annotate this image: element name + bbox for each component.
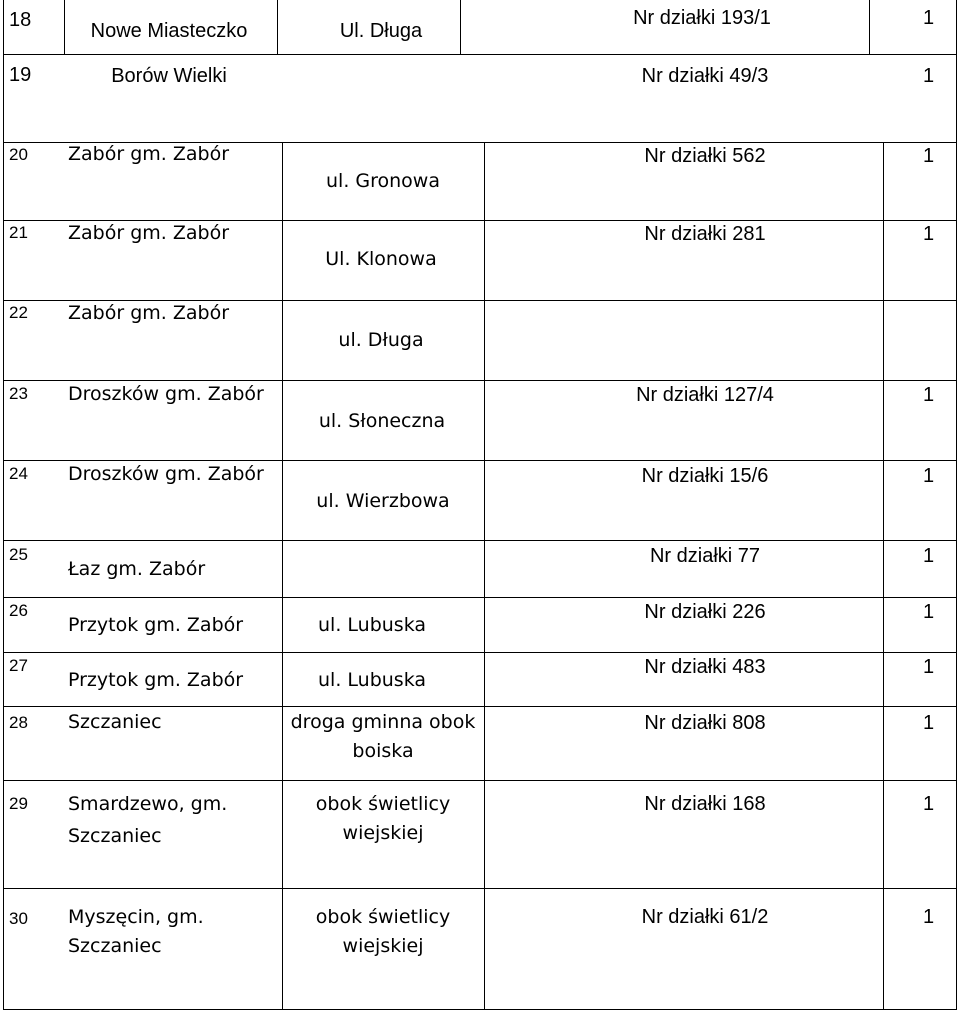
- row-divider: [3, 540, 957, 541]
- row-divider: [3, 380, 957, 381]
- row-number: 30: [9, 909, 28, 928]
- row-number: 25: [9, 545, 28, 564]
- row-divider: [3, 706, 957, 707]
- street-cell: ul. Słoneczna: [318, 410, 446, 432]
- plot-cell: Nr działki 77: [649, 545, 761, 567]
- street-cell: Ul. Klonowa: [325, 248, 437, 270]
- plot-cell: Nr działki 808: [644, 712, 766, 734]
- row-number: 19: [9, 64, 32, 86]
- quantity-cell: 1: [923, 656, 935, 678]
- place-cell: Droszków gm. Zabór: [68, 383, 264, 405]
- street-cell: droga gminna obok: [290, 711, 476, 733]
- plot-cell: Nr działki 15/6: [641, 465, 769, 487]
- street-cell: ul. Długa: [338, 329, 424, 351]
- row-number: 18: [9, 9, 32, 31]
- table-border-right: [956, 0, 957, 1010]
- place-cell: Przytok gm. Zabór: [68, 614, 244, 636]
- place-cell: Nowe Miasteczko: [90, 20, 248, 42]
- row-divider: [3, 597, 957, 598]
- column-divider: [883, 142, 884, 1010]
- row-number: 22: [9, 303, 28, 322]
- column-divider: [277, 0, 278, 54]
- plot-cell: Nr działki 226: [644, 601, 766, 623]
- row-number: 26: [9, 601, 28, 620]
- street-cell-line-2: wiejskiej: [342, 935, 424, 957]
- plot-cell: Nr działki 562: [644, 145, 766, 167]
- place-cell: Borów Wielki: [111, 65, 227, 87]
- place-cell: Droszków gm. Zabór: [68, 463, 264, 485]
- place-cell: Przytok gm. Zabór: [68, 669, 244, 691]
- row-divider: [3, 220, 957, 221]
- quantity-cell: 1: [923, 601, 935, 623]
- street-cell: ul. Wierzbowa: [316, 490, 450, 512]
- column-divider: [64, 0, 65, 54]
- plot-cell: Nr działki 61/2: [641, 906, 769, 928]
- plot-cell: Nr działki 49/3: [641, 65, 769, 87]
- street-cell: ul. Lubuska: [318, 614, 427, 636]
- quantity-cell: 1: [923, 712, 935, 734]
- row-divider: [3, 780, 957, 781]
- quantity-cell: 1: [923, 384, 935, 406]
- row-number: 23: [9, 384, 28, 403]
- quantity-cell: 1: [923, 545, 935, 567]
- quantity-cell: 1: [923, 906, 935, 928]
- row-number: 21: [9, 223, 28, 242]
- row-number: 29: [9, 794, 28, 813]
- row-divider: [3, 888, 957, 889]
- table-border-left: [3, 0, 4, 1010]
- plot-cell: Nr działki 483: [644, 656, 766, 678]
- place-cell: Zabór gm. Zabór: [68, 143, 229, 165]
- place-cell-line-2: Szczaniec: [68, 825, 162, 847]
- row-number: 28: [9, 713, 28, 732]
- plot-cell: Nr działki 281: [644, 223, 766, 245]
- plot-cell: Nr działki 193/1: [633, 7, 771, 29]
- quantity-cell: 1: [923, 7, 935, 29]
- quantity-cell: 1: [923, 465, 935, 487]
- row-divider: [3, 460, 957, 461]
- street-cell: obok świetlicy: [315, 793, 451, 815]
- column-divider: [869, 0, 870, 54]
- plot-cell: Nr działki 168: [644, 793, 766, 815]
- row-divider: [3, 300, 957, 301]
- quantity-cell: 1: [923, 65, 935, 87]
- street-cell: Ul. Długa: [339, 20, 423, 42]
- row-number: 24: [9, 464, 28, 483]
- street-cell: obok świetlicy: [315, 906, 451, 928]
- quantity-cell: 1: [923, 145, 935, 167]
- street-cell-line-2: boiska: [352, 740, 414, 762]
- row-number: 20: [9, 145, 28, 164]
- place-cell: Smardzewo, gm.: [68, 793, 228, 815]
- place-cell: Łaz gm. Zabór: [68, 558, 206, 580]
- column-divider: [484, 142, 485, 1010]
- quantity-cell: 1: [923, 223, 935, 245]
- place-cell: Myszęcin, gm.: [68, 906, 204, 928]
- place-cell: Szczaniec: [68, 711, 162, 733]
- street-cell-line-2: wiejskiej: [342, 822, 424, 844]
- column-divider: [460, 0, 461, 54]
- row-number: 27: [9, 656, 28, 675]
- place-cell: Zabór gm. Zabór: [68, 302, 229, 324]
- row-divider: [3, 652, 957, 653]
- street-cell: ul. Gronowa: [326, 170, 440, 192]
- column-divider: [282, 142, 283, 1010]
- table-border-bottom: [3, 1009, 957, 1010]
- street-cell: ul. Lubuska: [318, 669, 427, 691]
- plot-cell: Nr działki 127/4: [636, 384, 774, 406]
- place-cell: Zabór gm. Zabór: [68, 222, 229, 244]
- place-cell-line-2: Szczaniec: [68, 935, 162, 957]
- quantity-cell: 1: [923, 793, 935, 815]
- row-divider: [3, 54, 957, 55]
